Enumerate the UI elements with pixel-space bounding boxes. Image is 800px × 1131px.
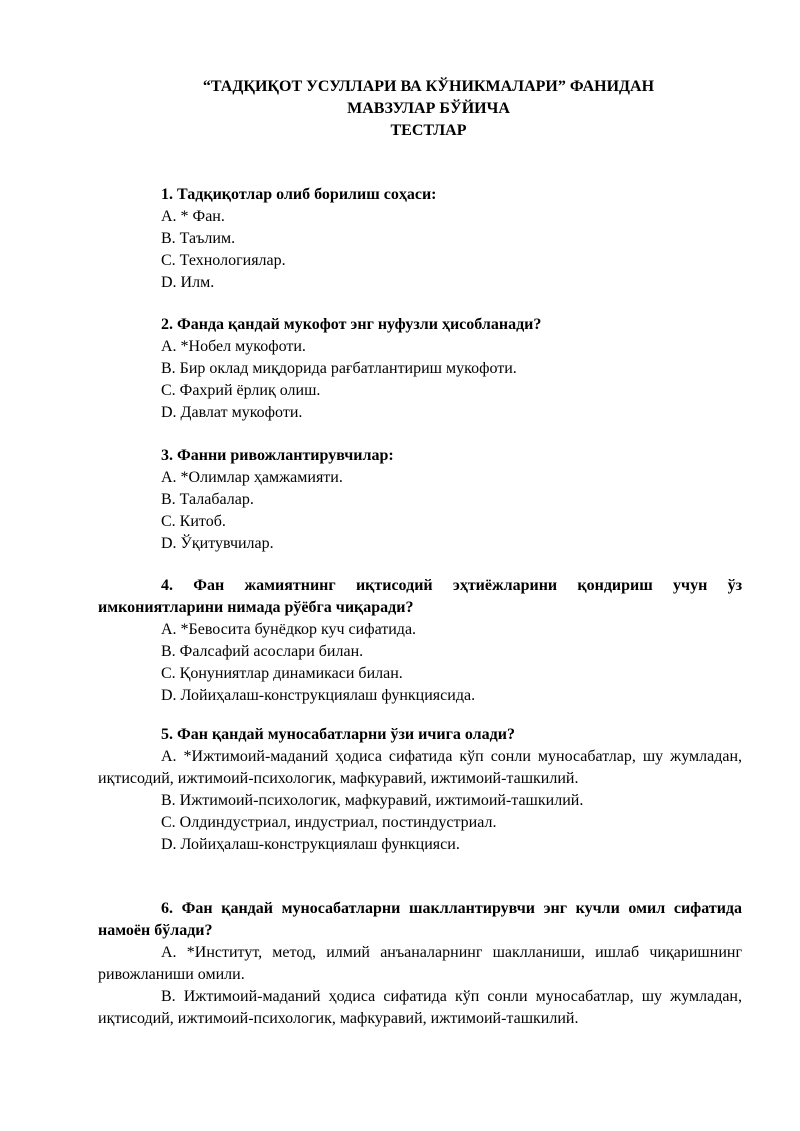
question-text: 4. Фан жамиятнинг иқтисодий эҳтиёжларини қондириш учун ўз имкониятларини нимада рўёбга чиқаради? bbox=[98, 577, 742, 616]
document-title bbox=[100, 76, 757, 142]
title-line-2: МАВЗУЛАР БЎЙИЧА bbox=[347, 100, 510, 117]
option-a: A. *Олимлар ҳамжамияти. bbox=[161, 469, 343, 486]
option-c: C. Технологиялар. bbox=[161, 252, 286, 269]
title-line-3: ТЕСТЛАР bbox=[390, 122, 467, 139]
option-d: D. Давлат мукофоти. bbox=[161, 404, 303, 421]
option-c: C. Олдиндустриал, индустриал, постиндустриал. bbox=[161, 814, 497, 831]
option-a: A. * Фан. bbox=[161, 208, 225, 225]
option-b: B. Бир оклад миқдорида рағбатлантириш мукофоти. bbox=[161, 360, 517, 377]
option-c: C. Китоб. bbox=[161, 513, 226, 530]
option-a: A. *Нобел мукофоти. bbox=[161, 338, 306, 355]
question-text: 3. Фанни ривожлантирувчилар: bbox=[161, 447, 394, 464]
option-b: B. Ижтимоий-маданий ҳодиса сифатида кўп сонли муносабатлар, шу жумладан, иқтисодий, ижтимоий-психологик, мафкуравий, ижтимоий-ташкилий. bbox=[98, 988, 742, 1027]
option-b: B. Фалсафий асослари билан. bbox=[161, 643, 364, 660]
option-b: B. Ижтимоий-психологик, мафкуравий, ижтимоий-ташкилий. bbox=[161, 792, 584, 809]
question-3 bbox=[161, 445, 742, 555]
question-4 bbox=[98, 575, 742, 707]
option-d: D. Илм. bbox=[161, 274, 215, 291]
question-text: 5. Фан қандай муносабатларни ўзи ичига олади? bbox=[161, 726, 515, 743]
question-2 bbox=[161, 314, 742, 424]
question-5 bbox=[98, 724, 742, 856]
option-a: A. *Ижтимоий-маданий ҳодиса сифатида кўп сонли муносабатлар, шу жумладан, иқтисодий, ижтимоий-психологик, мафкуравий, ижтимоий-ташкилий. bbox=[98, 748, 742, 787]
question-1 bbox=[161, 184, 742, 294]
question-6 bbox=[98, 898, 742, 1030]
option-b: B. Талабалар. bbox=[161, 491, 254, 508]
option-c: C. Фахрий ёрлиқ олиш. bbox=[161, 382, 321, 399]
option-b: B. Таълим. bbox=[161, 230, 236, 247]
question-text: 6. Фан қандай муносабатларни шакллантирувчи энг кучли омил сифатида намоён бўлади? bbox=[98, 900, 742, 939]
option-d: D. Ўқитувчилар. bbox=[161, 535, 274, 552]
option-d: D. Лойиҳалаш-конструкциялаш функцияси. bbox=[161, 836, 460, 853]
title-line-1: “ТАДҚИҚОТ УСУЛЛАРИ ВА КЎНИКМАЛАРИ” ФАНИДАН bbox=[202, 78, 655, 95]
option-d: D. Лойиҳалаш-конструкциялаш функциясида. bbox=[161, 687, 476, 704]
option-a: A. *Бевосита бунёдкор куч сифатида. bbox=[161, 621, 417, 638]
question-text: 1. Тадқиқотлар олиб борилиш соҳаси: bbox=[161, 186, 437, 203]
option-c: C. Қонуниятлар динамикаси билан. bbox=[161, 665, 403, 682]
question-text: 2. Фанда қандай мукофот энг нуфузли ҳисобланади? bbox=[161, 316, 542, 333]
option-a: A. *Институт, метод, илмий анъаналарнинг шаклланиши, ишлаб чиқаришнинг ривожланиши омили. bbox=[98, 944, 742, 983]
